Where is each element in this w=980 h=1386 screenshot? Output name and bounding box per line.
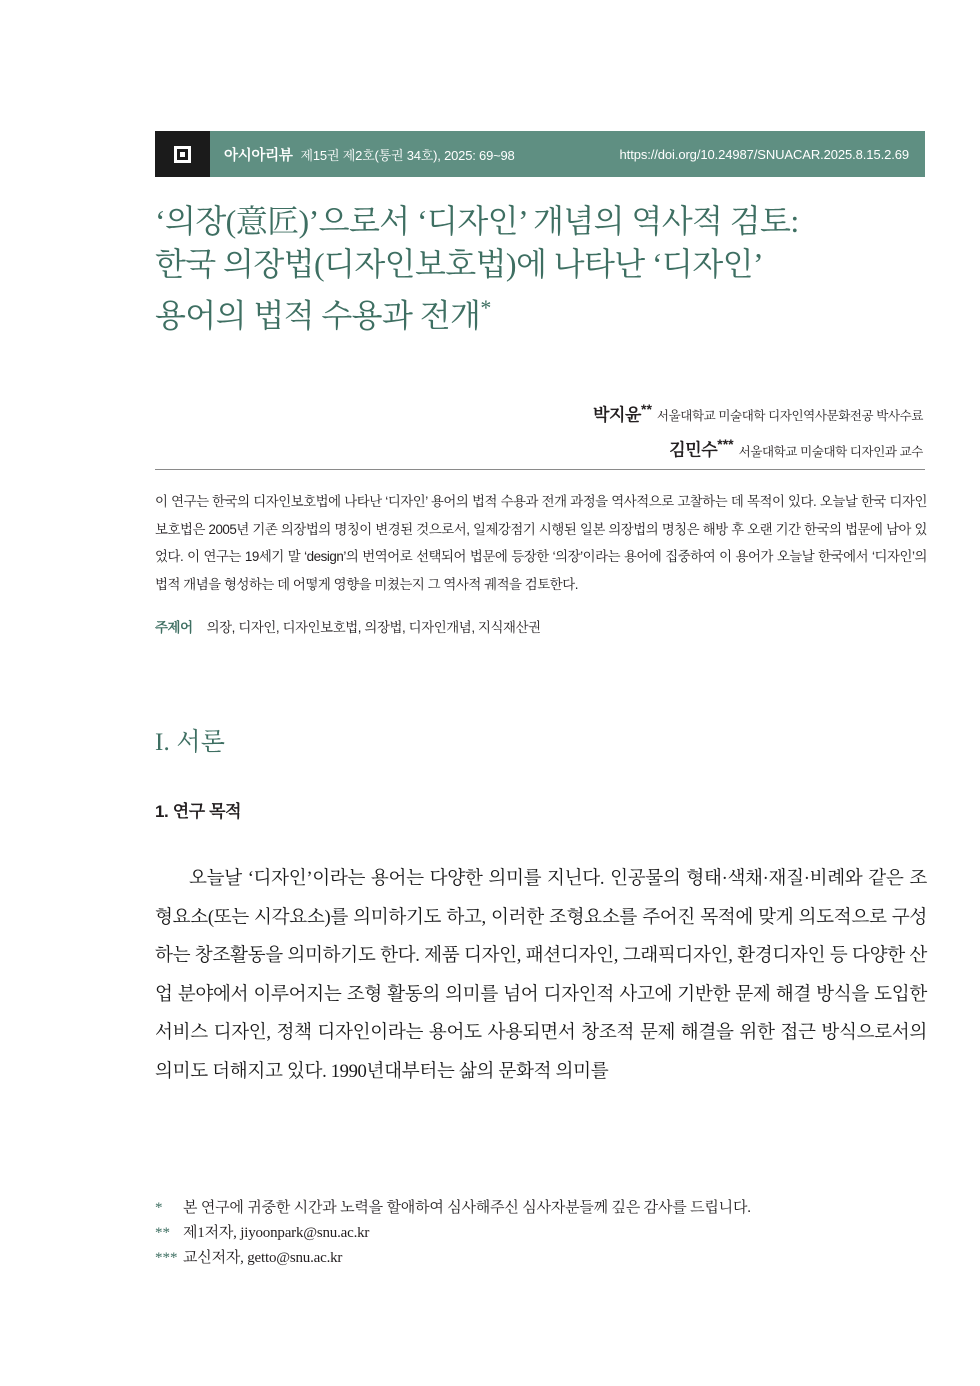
- author-row: [323, 430, 923, 465]
- title-line-3: [155, 286, 945, 338]
- title-footnote-mark: *: [480, 295, 491, 320]
- body-paragraph: 오늘날 ‘디자인’이라는 용어는 다양한 의미를 지닌다. 인공물의 형태·색채·재질·비례와 같은 조형요소(또는 시각요소)를 의미하기도 하고, 이러한 조형요소를 주어진 목적에 맞게 의도적으로 구성하는 창조활동을 의미하기도 한다. 제품 디자인, 패션디자인, 그래픽디자인, 환경디자인 등 다양한 산업 분야에서 이루어지는 조형 활동의 의미를 넘어 디자인적 사고에 기반한 문제 해결 방식을 도입한 서비스 디자인, 정책 디자인이라는 용어도 사용되면서 창조적 문제 해결을 위한 접근 방식으로서의 의미도 더해지고 있다. 1990년대부터는 삶의 문화적 의미를: [155, 868, 927, 1082]
- square-emblem-icon: [174, 146, 191, 163]
- journal-name: 아시아리뷰: [224, 147, 293, 164]
- footnote-item: [155, 1246, 927, 1271]
- author-name: 박지윤: [592, 405, 642, 425]
- author-row: [323, 395, 923, 430]
- section-heading: I. 서론: [155, 729, 226, 756]
- footnote-item: [155, 1196, 927, 1221]
- footnote-mark: ***: [155, 1250, 178, 1266]
- abstract-text: 이 연구는 한국의 디자인보호법에 나타난 ‘디자인’ 용어의 법적 수용과 전개 과정을 역사적으로 고찰하는 데 목적이 있다. 오늘날 한국 디자인보호법은 2005년 기존 의장법의 명칭이 변경된 것으로서, 일제강점기 시행된 일본 의장법의 명칭은 해방 후 오랜 기간 한국의 법문에 남아 있었다. 이 연구는 19세기 말 ‘design’의 번역어로 선택되어 법문에 등장한 ‘의장’이라는 용어에 집중하여 이 용어가 오늘날 한국에서 ‘디자인’의 법적 개념을 형성하는 데 어떻게 영향을 미쳤는지 그 역사적 궤적을 검토한다.: [155, 494, 927, 592]
- footnote-mark: **: [155, 1225, 170, 1241]
- author-affiliation: 서울대학교 미술대학 디자인역사문화전공 박사수료: [656, 409, 923, 424]
- author-name: 김민수: [669, 440, 718, 460]
- footnote-mark: *: [155, 1200, 163, 1216]
- title-line-3-text: 용어의 법적 수용과 전개: [155, 297, 481, 334]
- journal-issue: 제15권 제2호(통권 34호), 2025: 69~98: [300, 147, 515, 163]
- title-line-2: 한국 의장법(디자인보호법)에 나타난 ‘디자인’: [155, 246, 764, 282]
- page-title: [155, 200, 945, 338]
- author-block: [323, 395, 923, 466]
- subsection-heading: 1. 연구 목적: [155, 802, 242, 821]
- keywords-list: 의장, 디자인, 디자인보호법, 의장법, 디자인개념, 지식재산권: [206, 620, 541, 635]
- footnote-text: 제1저자, jiyoonpark@snu.ac.kr: [183, 1225, 370, 1241]
- doi-link[interactable]: https://doi.org/10.24987/SNUACAR.2025.8.15.2.69: [619, 146, 909, 162]
- title-line-1: ‘의장(意匠)’으로서 ‘디자인’ 개념의 역사적 검토:: [155, 203, 799, 239]
- footnote-text: 본 연구에 귀중한 시간과 노력을 할애하여 심사해주신 심사자분들께 깊은 감사를 드립니다.: [183, 1200, 751, 1216]
- author-footnote-mark: **: [641, 401, 652, 417]
- author-affiliation: 서울대학교 미술대학 디자인과 교수: [738, 444, 923, 459]
- journal-logo: [155, 131, 210, 177]
- header-divider: [155, 469, 925, 470]
- author-footnote-mark: ***: [717, 436, 734, 453]
- footnote-text: 교신저자, getto@snu.ac.kr: [183, 1250, 343, 1266]
- keywords-row: [155, 617, 927, 636]
- journal-header-band: [155, 131, 925, 177]
- footnote-item: [155, 1221, 927, 1246]
- keywords-label: 주제어: [155, 620, 193, 635]
- footnote-block: [155, 1196, 927, 1271]
